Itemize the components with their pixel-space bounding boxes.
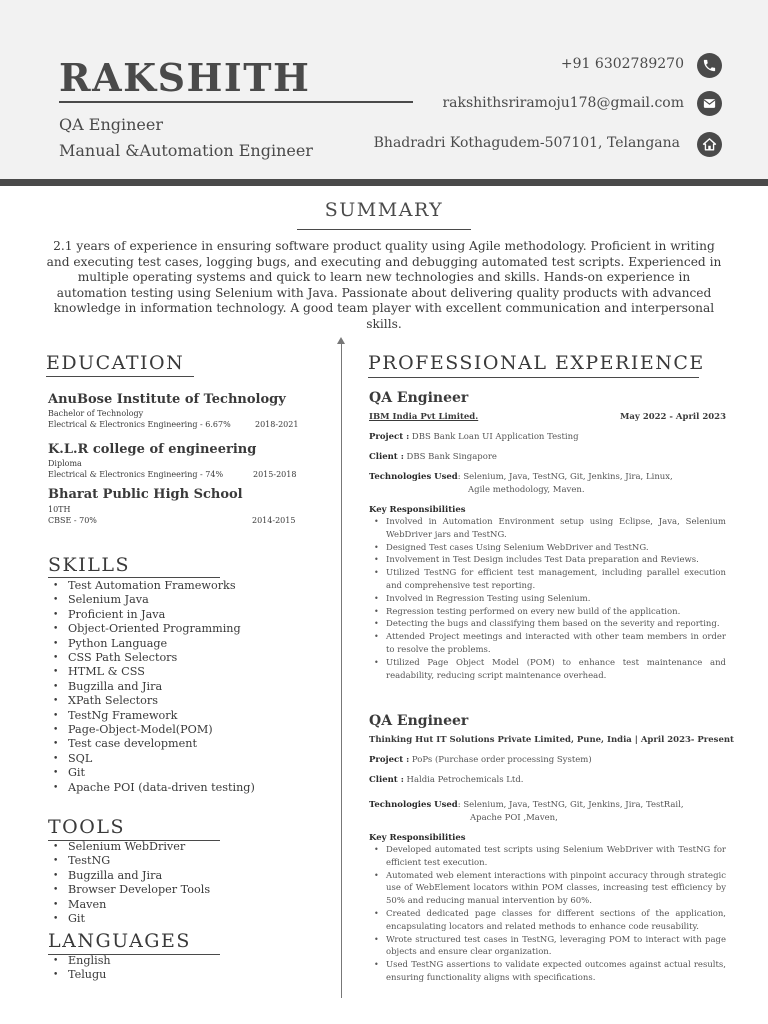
education-heading: EDUCATION xyxy=(46,352,185,374)
job-technologies-continued: Apache POI ,Maven, xyxy=(470,813,558,823)
mail-icon xyxy=(697,91,722,116)
summary-heading: SUMMARY xyxy=(324,199,444,221)
list-item: • Regression testing performed on every new build of the application. xyxy=(372,606,726,619)
list-item: • Maven xyxy=(50,898,210,912)
education-years: 2018-2021 xyxy=(255,420,299,429)
list-item: • Used TestNG assertions to validate expected outcomes against actual results, ensuring functionality aligns with specifications. xyxy=(372,959,726,985)
list-item: • Test Automation Frameworks xyxy=(50,579,255,593)
education-degree: Bachelor of Technology xyxy=(48,409,144,418)
responsibilities-list xyxy=(372,844,726,985)
contact-email: rakshithsriramoju178@gmail.com xyxy=(442,95,684,111)
list-item: • TestNG xyxy=(50,854,210,868)
list-item: • Created dedicated page classes for different sections of the application, encapsulating locators and related methods to enhance code reusability. xyxy=(372,908,726,934)
list-item: • Telugu xyxy=(50,968,111,982)
project-label: Project : xyxy=(369,755,410,765)
column-divider xyxy=(341,342,342,998)
job-dates: May 2022 - April 2023 xyxy=(620,412,727,422)
list-item: • Test case development xyxy=(50,737,255,751)
list-item: • Bugzilla and Jira xyxy=(50,680,255,694)
languages-list xyxy=(50,954,111,983)
list-item: • Detecting the bugs and classifying them based on the severity and reporting. xyxy=(372,618,726,631)
education-detail: CBSE - 70% xyxy=(48,516,97,525)
education-underline xyxy=(46,376,194,377)
contact-address: Bhadradri Kothagudem-507101, Telangana xyxy=(373,135,680,151)
job-role-primary: QA Engineer xyxy=(59,115,163,134)
job-technologies-continued: Agile methodology, Maven. xyxy=(468,485,585,495)
tools-list xyxy=(50,840,210,926)
education-years: 2015-2018 xyxy=(253,470,297,479)
education-school: AnuBose Institute of Technology xyxy=(48,392,286,407)
job-title: QA Engineer xyxy=(369,390,469,406)
client-value: DBS Bank Singapore xyxy=(403,452,497,462)
tools-heading: TOOLS xyxy=(48,816,125,838)
list-item: • Page-Object-Model(POM) xyxy=(50,723,255,737)
job-client xyxy=(369,452,497,462)
list-item: • Python Language xyxy=(50,637,255,651)
experience-underline xyxy=(368,377,699,378)
technologies-label: Technologies Used xyxy=(369,472,458,482)
name-underline xyxy=(59,101,413,103)
list-item: • Developed automated test scripts using Selenium WebDriver with TestNG for efficient test execution. xyxy=(372,844,726,870)
client-label: Client : xyxy=(369,775,404,785)
education-years: 2014-2015 xyxy=(252,516,296,525)
list-item: • Wrote structured test cases in TestNG, leveraging POM to interact with page objects and ensure clear organization. xyxy=(372,934,726,960)
candidate-name: RAKSHITH xyxy=(59,55,311,100)
technologies-value: : Selenium, Java, TestNG, Git, Jenkins, Jira, TestRail, xyxy=(457,800,684,810)
education-school: K.L.R college of engineering xyxy=(48,442,257,457)
summary-underline xyxy=(297,229,471,230)
skills-list xyxy=(50,579,255,795)
list-item: • Involvement in Test Design includes Test Data preparation and Reviews. xyxy=(372,554,726,567)
education-school: Bharat Public High School xyxy=(48,487,243,502)
list-item: • Involved in Regression Testing using Selenium. xyxy=(372,593,726,606)
job-role-secondary: Manual &Automation Engineer xyxy=(59,141,313,160)
skills-heading: SKILLS xyxy=(48,554,130,576)
list-item: • Git xyxy=(50,766,255,780)
list-item: • Git xyxy=(50,912,210,926)
technologies-label: Technologies Used xyxy=(369,800,458,810)
list-item: • CSS Path Selectors xyxy=(50,651,255,665)
list-item: • TestNg Framework xyxy=(50,709,255,723)
skills-underline xyxy=(48,577,220,578)
project-value: PoPs (Purchase order processing System) xyxy=(409,755,592,765)
list-item: • XPath Selectors xyxy=(50,694,255,708)
list-item: • Apache POI (data-driven testing) xyxy=(50,781,255,795)
job-technologies xyxy=(369,472,673,482)
list-item: • Attended Project meetings and interacted with other team members in order to resolve the problems. xyxy=(372,631,726,657)
list-item: • Utilized TestNG for efficient test management, including parallel execution and comprehensive test reporting. xyxy=(372,567,726,593)
list-item: • SQL xyxy=(50,752,255,766)
responsibilities-list xyxy=(372,516,726,682)
key-responsibilities-label: Key Responsibilities xyxy=(369,833,466,843)
list-item: • HTML & CSS xyxy=(50,665,255,679)
experience-heading: PROFESSIONAL EXPERIENCE xyxy=(368,352,705,374)
education-degree: 10TH xyxy=(48,505,71,514)
job-client xyxy=(369,775,524,785)
client-value: Haldia Petrochemicals Ltd. xyxy=(403,775,524,785)
job-project xyxy=(369,755,592,765)
header-divider-bar xyxy=(0,179,768,186)
job-company: Thinking Hut IT Solutions Private Limited, Pune, India | April 2023- Present xyxy=(369,735,734,745)
home-icon xyxy=(697,132,722,157)
client-label: Client : xyxy=(369,452,404,462)
list-item: • Involved in Automation Environment setup using Eclipse, Java, Selenium WebDriver jars and TestNG. xyxy=(372,516,726,542)
contact-phone: +91 6302789270 xyxy=(560,56,684,72)
languages-heading: LANGUAGES xyxy=(48,930,191,952)
phone-icon xyxy=(697,53,722,78)
list-item: • Utilized Page Object Model (POM) to enhance test maintenance and readability, reducing script maintenance overhead. xyxy=(372,657,726,683)
key-responsibilities-label: Key Responsibilities xyxy=(369,505,466,515)
list-item: • Proficient in Java xyxy=(50,608,255,622)
job-company: IBM India Pvt Limited. xyxy=(369,412,479,422)
project-value: DBS Bank Loan UI Application Testing xyxy=(409,432,579,442)
list-item: • Designed Test cases Using Selenium WebDriver and TestNG. xyxy=(372,542,726,555)
job-project xyxy=(369,432,579,442)
education-degree: Diploma xyxy=(48,459,82,468)
list-item: • English xyxy=(50,954,111,968)
list-item: • Selenium WebDriver xyxy=(50,840,210,854)
list-item: • Automated web element interactions with pinpoint accuracy through strategic use of WebElement locators within POM classes, increasing test efficiency by 50% and reducing manual intervention by 60%. xyxy=(372,870,726,908)
list-item: • Browser Developer Tools xyxy=(50,883,210,897)
job-title: QA Engineer xyxy=(369,713,469,729)
project-label: Project : xyxy=(369,432,410,442)
job-technologies xyxy=(369,800,684,810)
summary-paragraph: 2.1 years of experience in ensuring software product quality using Agile methodology. Proficient in writing and executing test cases, logging bugs, and executing and debugging automated test scripts. Experienced in multiple operating systems and quick to learn new technologies and skills. Hands-on experience in automation testing using Selenium with Java. Passionate about delivering quality products with advanced knowledge in information technology. A good team player with excellent communication and interpersonal skills. xyxy=(46,239,722,331)
education-detail: Electrical & Electronics Engineering - 74% xyxy=(48,470,224,479)
list-item: • Object-Oriented Programming xyxy=(50,622,255,636)
technologies-value: : Selenium, Java, TestNG, Git, Jenkins, Jira, Linux, xyxy=(457,472,673,482)
list-item: • Selenium Java xyxy=(50,593,255,607)
education-detail: Electrical & Electronics Engineering - 6.67% xyxy=(48,420,231,429)
list-item: • Bugzilla and Jira xyxy=(50,869,210,883)
